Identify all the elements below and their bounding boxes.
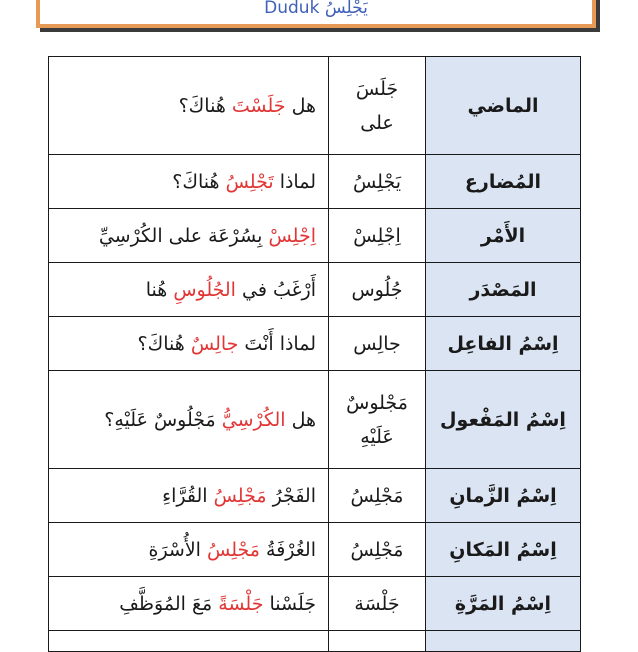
- row-label: اِسْمُ المَكانِ: [426, 523, 581, 577]
- verb-form: يَجْلِسُ: [329, 155, 426, 209]
- example-sentence: [49, 523, 329, 577]
- example-text: الأُسْرَةِ: [148, 538, 207, 561]
- example-sentence: [49, 371, 329, 469]
- table-row: [49, 577, 581, 631]
- verb-forms-table: [48, 56, 581, 652]
- highlighted-word: مَجْلِسُ: [213, 484, 267, 507]
- row-label: المَصْدَر: [426, 263, 581, 317]
- example-sentence: [49, 155, 329, 209]
- highlighted-word: مَجْلِسُ: [207, 538, 260, 561]
- highlighted-word: اِجْلِسْ: [268, 224, 316, 247]
- example-sentence: [49, 317, 329, 371]
- table-row: [49, 631, 581, 652]
- row-label: اِسْمُ الزَّمانِ: [426, 469, 581, 523]
- verb-form: اِجْلِسْ: [329, 209, 426, 263]
- table-row: [49, 317, 581, 371]
- verb-form: جالِس: [329, 317, 426, 371]
- table-row: [49, 209, 581, 263]
- header-title: [40, 0, 592, 18]
- example-text: هل: [285, 94, 316, 117]
- verb-form: جَلْسَة: [329, 577, 426, 631]
- example-sentence: [49, 263, 329, 317]
- table-row: [49, 469, 581, 523]
- example-text: مَعَ المُوَظَّفِ: [119, 592, 219, 615]
- header-arabic: يَجْلِسُ: [324, 0, 368, 18]
- row-label: اِسْمُ المَفْعول: [426, 371, 581, 469]
- example-sentence: [49, 209, 329, 263]
- highlighted-word: جالِسٌ: [190, 332, 239, 355]
- example-text: جَلَسْنا: [263, 592, 316, 615]
- verb-form-empty: [329, 631, 426, 652]
- table-row: [49, 371, 581, 469]
- verb-form: جَلَسَ على: [329, 57, 426, 155]
- example-text: هُناكَ؟: [178, 94, 232, 117]
- example-sentence: [49, 577, 329, 631]
- verb-form: مَجْلِسُ: [329, 469, 426, 523]
- row-label: المُضارع: [426, 155, 581, 209]
- highlighted-word: جَلْسَةً: [218, 592, 264, 615]
- example-text: هُناكَ؟: [172, 170, 226, 193]
- example-text: الغُرْفَةُ: [259, 538, 316, 561]
- example-text: هل: [285, 408, 316, 431]
- example-sentence-empty: [49, 631, 329, 652]
- example-text: أَرْغَبُ في: [235, 278, 316, 301]
- table-row: [49, 263, 581, 317]
- example-text: هُنا: [145, 278, 174, 301]
- row-label: الماضي: [426, 57, 581, 155]
- verb-form: جُلُوس: [329, 263, 426, 317]
- highlighted-word: الكُرْسِيُّ: [221, 408, 286, 431]
- example-text: مَجْلُوسٌ عَلَيْهِ؟: [104, 408, 222, 431]
- highlighted-word: الجُلُوسِ: [173, 278, 236, 301]
- example-text: بِسُرْعَة على الكُرْسِيِّ: [98, 224, 269, 247]
- example-text: لماذا: [273, 170, 316, 193]
- example-text: الفَجْرُ: [266, 484, 316, 507]
- table-row: [49, 57, 581, 155]
- example-text: لماذا أَنْتَ: [238, 332, 316, 355]
- verb-form: مَجْلِسُ: [329, 523, 426, 577]
- table-row: [49, 523, 581, 577]
- row-label: اِسْمُ الفاعِل: [426, 317, 581, 371]
- example-sentence: [49, 57, 329, 155]
- table-row: [49, 155, 581, 209]
- header-latin: Duduk: [264, 0, 320, 18]
- highlighted-word: تَجْلِسُ: [225, 170, 274, 193]
- header-box: [36, 0, 596, 28]
- verb-form: مَجْلوسٌ عَلَيْهِ: [329, 371, 426, 469]
- row-label: الأَمْر: [426, 209, 581, 263]
- example-sentence: [49, 469, 329, 523]
- row-label: اِسْمُ المَرَّةِ: [426, 577, 581, 631]
- example-text: هُناكَ؟: [137, 332, 191, 355]
- highlighted-word: جَلَسْتَ: [231, 94, 286, 117]
- example-text: القُرَّاءِ: [162, 484, 214, 507]
- row-label-empty: [426, 631, 581, 652]
